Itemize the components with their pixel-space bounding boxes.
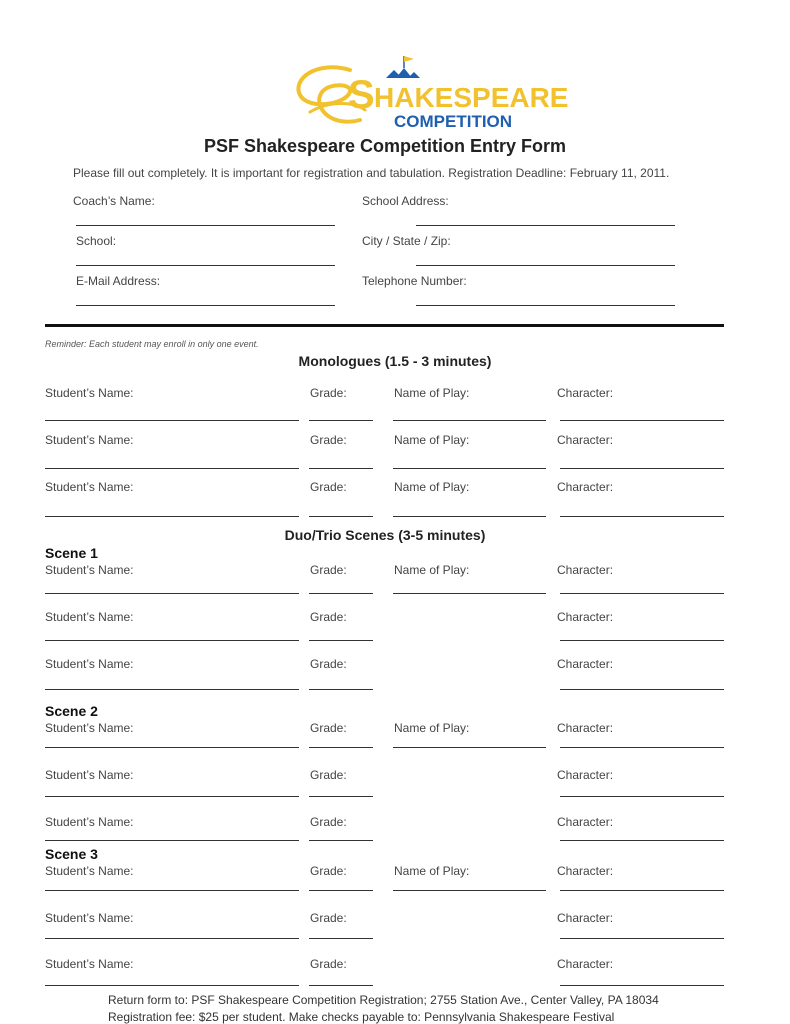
character-label: Character: bbox=[557, 657, 614, 671]
student-name-label: Student’s Name: bbox=[45, 721, 134, 735]
monologues-heading: Monologues (1.5 - 3 minutes) bbox=[298, 353, 492, 369]
grade-field[interactable] bbox=[309, 985, 373, 986]
email-label: E-Mail Address: bbox=[76, 274, 161, 288]
play-field[interactable] bbox=[393, 516, 546, 517]
character-field[interactable] bbox=[560, 468, 724, 469]
character-field[interactable] bbox=[560, 840, 724, 841]
character-label: Character: bbox=[557, 433, 614, 447]
student-name-field[interactable] bbox=[45, 593, 299, 594]
grade-label: Grade: bbox=[310, 911, 347, 925]
student-name-label: Student’s Name: bbox=[45, 768, 134, 782]
grade-field[interactable] bbox=[309, 689, 373, 690]
grade-label: Grade: bbox=[310, 815, 347, 829]
page-title: PSF Shakespeare Competition Entry Form bbox=[203, 136, 567, 156]
character-field[interactable] bbox=[560, 938, 724, 939]
city-state-zip-field[interactable] bbox=[416, 265, 675, 266]
telephone-label: Telephone Number: bbox=[362, 274, 467, 288]
grade-label: Grade: bbox=[310, 864, 347, 878]
play-field[interactable] bbox=[393, 468, 546, 469]
student-name-label: Student’s Name: bbox=[45, 563, 134, 577]
school-address-label: School Address: bbox=[362, 194, 449, 208]
character-label: Character: bbox=[557, 386, 614, 400]
play-field[interactable] bbox=[393, 747, 546, 748]
character-label: Character: bbox=[557, 911, 614, 925]
grade-label: Grade: bbox=[310, 768, 347, 782]
student-name-field[interactable] bbox=[45, 938, 299, 939]
grade-field[interactable] bbox=[309, 640, 373, 641]
character-field[interactable] bbox=[560, 796, 724, 797]
grade-label: Grade: bbox=[310, 480, 347, 494]
email-field[interactable] bbox=[76, 305, 335, 306]
school-label: School: bbox=[76, 234, 117, 248]
logo-initial: S bbox=[348, 73, 375, 117]
registration-fee: Registration fee: $25 per student. Make checks payable to: Pennsylvania Shakespeare Festival bbox=[108, 1010, 615, 1024]
grade-label: Grade: bbox=[310, 563, 347, 577]
student-name-label: Student’s Name: bbox=[45, 433, 134, 447]
student-name-field[interactable] bbox=[45, 640, 299, 641]
castle-flag-icon bbox=[386, 56, 420, 78]
school-address-field[interactable] bbox=[416, 225, 675, 226]
character-label: Character: bbox=[557, 864, 614, 878]
grade-field[interactable] bbox=[309, 516, 373, 517]
play-field[interactable] bbox=[393, 420, 546, 421]
grade-field[interactable] bbox=[309, 938, 373, 939]
grade-label: Grade: bbox=[310, 957, 347, 971]
grade-label: Grade: bbox=[310, 721, 347, 735]
logo-word-top: HAKESPEARE bbox=[374, 82, 569, 113]
student-name-label: Student’s Name: bbox=[45, 610, 134, 624]
scene-1-heading: Scene 1 bbox=[45, 545, 98, 561]
play-field[interactable] bbox=[393, 593, 546, 594]
student-name-field[interactable] bbox=[45, 689, 299, 690]
telephone-field[interactable] bbox=[416, 305, 675, 306]
student-name-label: Student’s Name: bbox=[45, 815, 134, 829]
student-name-field[interactable] bbox=[45, 985, 299, 986]
coach-name-label: Coach’s Name: bbox=[73, 194, 155, 208]
character-label: Character: bbox=[557, 480, 614, 494]
grade-label: Grade: bbox=[310, 657, 347, 671]
student-name-field[interactable] bbox=[45, 420, 299, 421]
character-field[interactable] bbox=[560, 640, 724, 641]
play-label: Name of Play: bbox=[394, 721, 470, 735]
student-name-field[interactable] bbox=[45, 840, 299, 841]
shakespeare-competition-logo bbox=[290, 50, 569, 132]
scenes-heading: Duo/Trio Scenes (3-5 minutes) bbox=[284, 527, 486, 543]
grade-field[interactable] bbox=[309, 890, 373, 891]
grade-field[interactable] bbox=[309, 468, 373, 469]
play-field[interactable] bbox=[393, 890, 546, 891]
grade-field[interactable] bbox=[309, 747, 373, 748]
character-label: Character: bbox=[557, 563, 614, 577]
return-address: Return form to: PSF Shakespeare Competition Registration; 2755 Station Ave., Center Valley, PA 18034 bbox=[108, 993, 659, 1007]
student-name-field[interactable] bbox=[45, 516, 299, 517]
student-name-label: Student’s Name: bbox=[45, 480, 134, 494]
character-label: Character: bbox=[557, 768, 614, 782]
student-name-field[interactable] bbox=[45, 468, 299, 469]
play-label: Name of Play: bbox=[394, 480, 470, 494]
character-field[interactable] bbox=[560, 985, 724, 986]
character-field[interactable] bbox=[560, 747, 724, 748]
city-state-zip-label: City / State / Zip: bbox=[362, 234, 451, 248]
student-name-label: Student’s Name: bbox=[45, 864, 134, 878]
student-name-field[interactable] bbox=[45, 747, 299, 748]
play-label: Name of Play: bbox=[394, 386, 470, 400]
grade-label: Grade: bbox=[310, 386, 347, 400]
character-label: Character: bbox=[557, 721, 614, 735]
grade-label: Grade: bbox=[310, 433, 347, 447]
logo-word-bottom: COMPETITION bbox=[394, 112, 513, 131]
grade-field[interactable] bbox=[309, 420, 373, 421]
play-label: Name of Play: bbox=[394, 563, 470, 577]
character-label: Character: bbox=[557, 610, 614, 624]
character-field[interactable] bbox=[560, 516, 724, 517]
character-field[interactable] bbox=[560, 593, 724, 594]
character-field[interactable] bbox=[560, 890, 724, 891]
section-divider bbox=[45, 324, 724, 327]
student-name-field[interactable] bbox=[45, 890, 299, 891]
student-name-label: Student’s Name: bbox=[45, 657, 134, 671]
student-name-label: Student’s Name: bbox=[45, 957, 134, 971]
scene-3-heading: Scene 3 bbox=[45, 846, 98, 862]
character-label: Character: bbox=[557, 957, 614, 971]
play-label: Name of Play: bbox=[394, 864, 470, 878]
grade-field[interactable] bbox=[309, 593, 373, 594]
play-label: Name of Play: bbox=[394, 433, 470, 447]
character-field[interactable] bbox=[560, 420, 724, 421]
reminder-text: Reminder: Each student may enroll in only one event. bbox=[45, 339, 259, 349]
student-name-field[interactable] bbox=[45, 796, 299, 797]
student-name-label: Student’s Name: bbox=[45, 386, 134, 400]
grade-field[interactable] bbox=[309, 796, 373, 797]
intro-text: Please fill out completely. It is important for registration and tabulation. Registration Deadline: February 11, 2011. bbox=[73, 166, 670, 180]
scene-2-heading: Scene 2 bbox=[45, 703, 98, 719]
character-label: Character: bbox=[557, 815, 614, 829]
student-name-label: Student’s Name: bbox=[45, 911, 134, 925]
coach-name-field[interactable] bbox=[76, 225, 335, 226]
grade-field[interactable] bbox=[309, 840, 373, 841]
grade-label: Grade: bbox=[310, 610, 347, 624]
school-field[interactable] bbox=[76, 265, 335, 266]
character-field[interactable] bbox=[560, 689, 724, 690]
